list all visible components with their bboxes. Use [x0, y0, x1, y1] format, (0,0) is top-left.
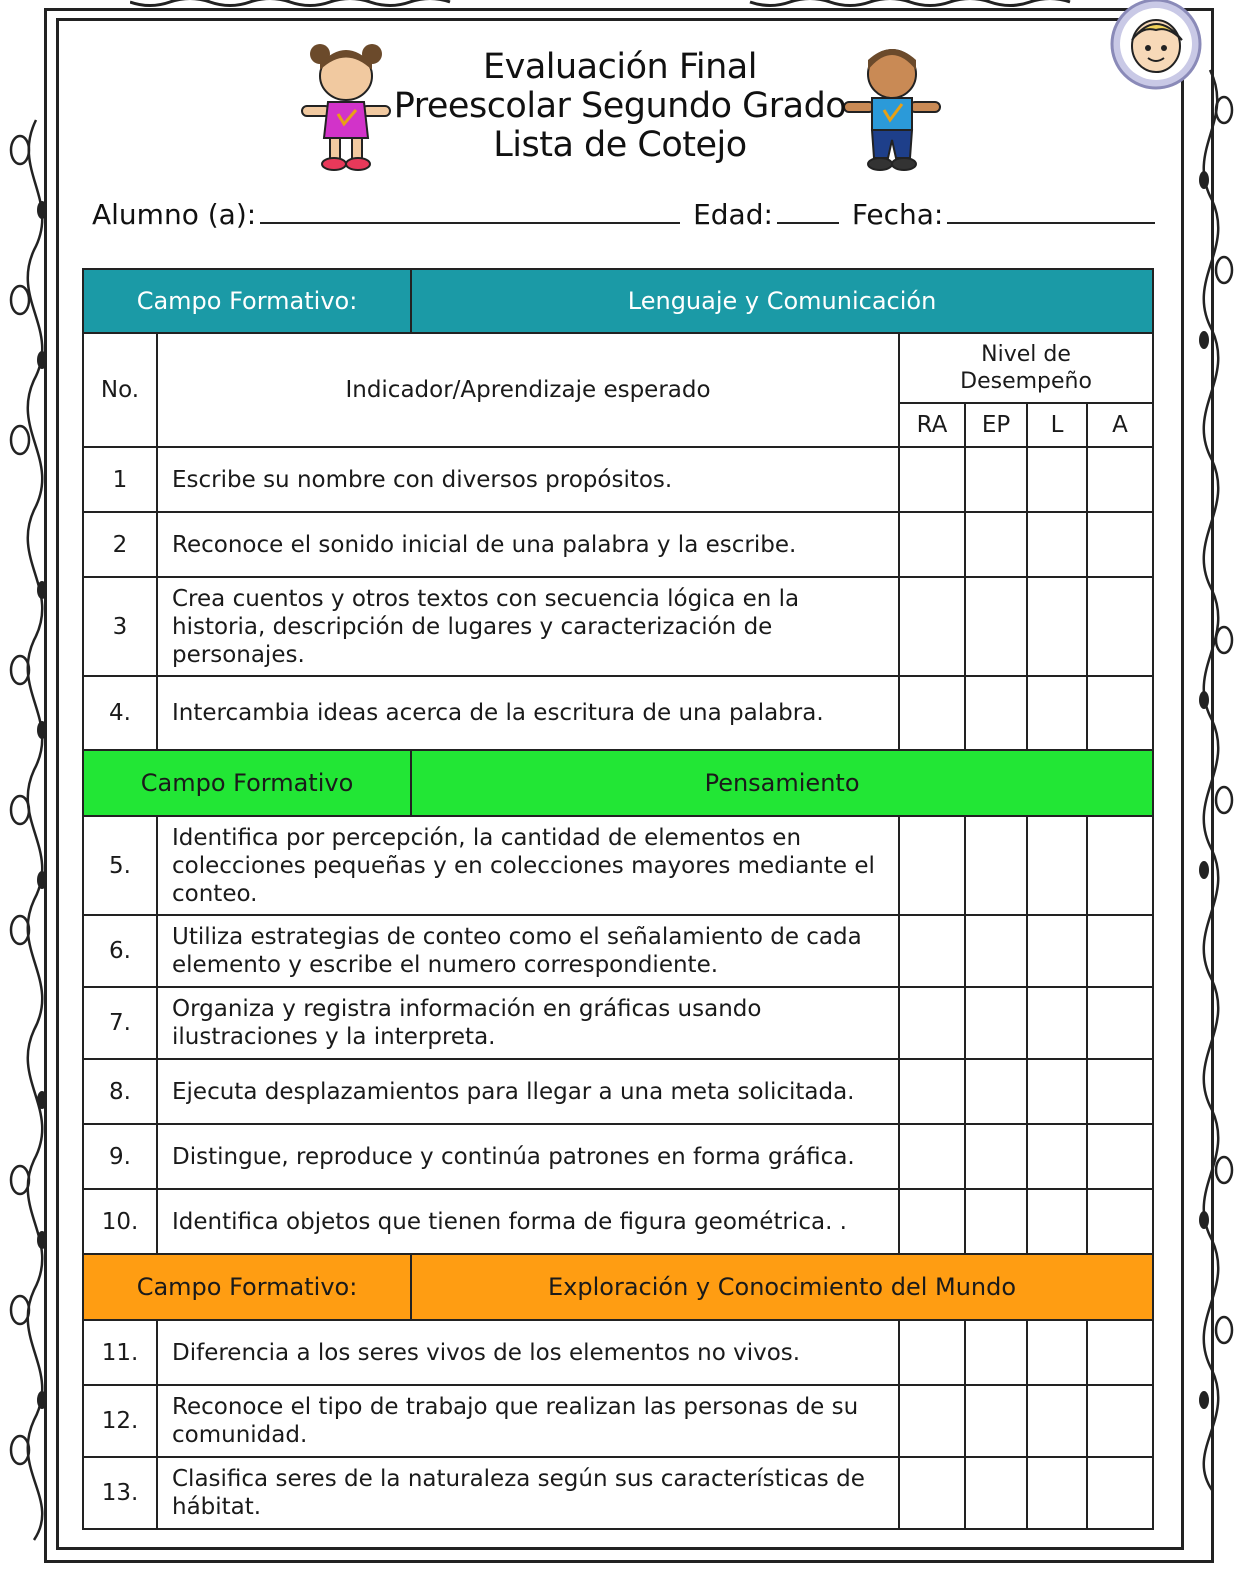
author-badge-logo: [1106, 0, 1206, 92]
title-line-3: Lista de Cotejo: [493, 125, 747, 165]
check-cell-ra[interactable]: [899, 577, 965, 676]
row-number: 1: [83, 447, 157, 512]
check-cell-a[interactable]: [1087, 577, 1153, 676]
check-cell-l[interactable]: [1027, 816, 1087, 915]
row-indicator: Ejecuta desplazamientos para llegar a una meta solicitada.: [157, 1059, 899, 1124]
table-row: [83, 1189, 1153, 1254]
check-cell-ep[interactable]: [965, 676, 1027, 750]
check-cell-a[interactable]: [1087, 676, 1153, 750]
check-cell-a[interactable]: [1087, 1189, 1153, 1254]
table-row: [83, 676, 1153, 750]
check-cell-a[interactable]: [1087, 512, 1153, 577]
col-level-text: Nivel de Desempeño: [960, 342, 1092, 394]
table-row: [83, 577, 1153, 676]
row-number: 6.: [83, 915, 157, 987]
check-cell-ra[interactable]: [899, 1059, 965, 1124]
table-row: [83, 1059, 1153, 1124]
check-cell-l[interactable]: [1027, 676, 1087, 750]
check-cell-ep[interactable]: [965, 1457, 1027, 1529]
row-indicator: Organiza y registra información en gráficas usando ilustraciones y la interpreta.: [157, 987, 899, 1059]
fecha-label: Fecha:: [851, 198, 944, 231]
check-cell-ep[interactable]: [965, 1385, 1027, 1457]
vine-doodle-left: [6, 110, 56, 1550]
row-indicator: Clasifica seres de la naturaleza según sus características de hábitat.: [157, 1457, 899, 1529]
row-number: 8.: [83, 1059, 157, 1124]
checklist-table: [82, 268, 1154, 1530]
alumno-blank-field[interactable]: [260, 200, 680, 224]
check-cell-l[interactable]: [1027, 1124, 1087, 1189]
row-indicator: Diferencia a los seres vivos de los elementos no vivos.: [157, 1320, 899, 1385]
row-number: 3: [83, 577, 157, 676]
check-cell-l[interactable]: [1027, 987, 1087, 1059]
row-number: 9.: [83, 1124, 157, 1189]
check-cell-l[interactable]: [1027, 1457, 1087, 1529]
row-indicator: Escribe su nombre con diversos propósitos.: [157, 447, 899, 512]
title-line-2: Preescolar Segundo Grado: [393, 86, 847, 126]
check-cell-a[interactable]: [1087, 447, 1153, 512]
row-number: 12.: [83, 1385, 157, 1457]
section-name: Pensamiento: [411, 750, 1153, 816]
row-number: 13.: [83, 1457, 157, 1529]
section-name: Lenguaje y Comunicación: [411, 269, 1153, 333]
level-a-header: A: [1087, 403, 1153, 447]
check-cell-a[interactable]: [1087, 816, 1153, 915]
check-cell-l[interactable]: [1027, 447, 1087, 512]
check-cell-l[interactable]: [1027, 1385, 1087, 1457]
check-cell-ra[interactable]: [899, 1320, 965, 1385]
row-number: 5.: [83, 816, 157, 915]
check-cell-a[interactable]: [1087, 1059, 1153, 1124]
check-cell-l[interactable]: [1027, 915, 1087, 987]
check-cell-ra[interactable]: [899, 987, 965, 1059]
section-header-exploracion: [83, 1254, 1153, 1320]
check-cell-a[interactable]: [1087, 1124, 1153, 1189]
row-indicator: Utiliza estrategias de conteo como el señalamiento de cada elemento y escribe el numero correspondiente.: [157, 915, 899, 987]
table-row: [83, 1385, 1153, 1457]
check-cell-ep[interactable]: [965, 447, 1027, 512]
table-row: [83, 915, 1153, 987]
section-label: Campo Formativo:: [83, 1254, 411, 1320]
section-header-pensamiento: [83, 750, 1153, 816]
check-cell-ep[interactable]: [965, 1059, 1027, 1124]
check-cell-ra[interactable]: [899, 1457, 965, 1529]
check-cell-a[interactable]: [1087, 987, 1153, 1059]
row-number: 7.: [83, 987, 157, 1059]
row-indicator: Distingue, reproduce y continúa patrones en forma gráfica.: [157, 1124, 899, 1189]
row-indicator: Reconoce el sonido inicial de una palabra y la escribe.: [157, 512, 899, 577]
title-line-1: Evaluación Final: [483, 47, 757, 87]
section-name: Exploración y Conocimiento del Mundo: [411, 1254, 1153, 1320]
alumno-label: Alumno (a):: [92, 198, 257, 231]
check-cell-ep[interactable]: [965, 915, 1027, 987]
level-ep-header: EP: [965, 403, 1027, 447]
row-indicator: Identifica objetos que tienen forma de figura geométrica. .: [157, 1189, 899, 1254]
vine-doodle-right: [1190, 60, 1238, 1500]
col-indicator-header: Indicador/Aprendizaje esperado: [157, 333, 899, 447]
check-cell-l[interactable]: [1027, 512, 1087, 577]
row-indicator: Identifica por percepción, la cantidad de elementos en colecciones pequeñas y en colecciones mayores mediante el conteo.: [157, 816, 899, 915]
check-cell-ep[interactable]: [965, 1189, 1027, 1254]
check-cell-l[interactable]: [1027, 1059, 1087, 1124]
table-row: [83, 1320, 1153, 1385]
section-header-lenguaje: [83, 269, 1153, 333]
row-number: 2: [83, 512, 157, 577]
table-row: [83, 447, 1153, 512]
check-cell-l[interactable]: [1027, 577, 1087, 676]
fecha-blank-field[interactable]: [947, 200, 1155, 224]
level-l-header: L: [1027, 403, 1087, 447]
check-cell-l[interactable]: [1027, 1320, 1087, 1385]
column-header-row: [83, 333, 1153, 403]
check-cell-a[interactable]: [1087, 1385, 1153, 1457]
table-row: [83, 1457, 1153, 1529]
row-indicator: Intercambia ideas acerca de la escritura de una palabra.: [157, 676, 899, 750]
document-title: [380, 48, 860, 165]
check-cell-ra[interactable]: [899, 447, 965, 512]
table-row: [83, 816, 1153, 915]
check-cell-ep[interactable]: [965, 1320, 1027, 1385]
check-cell-ra[interactable]: [899, 915, 965, 987]
section-label: Campo Formativo:: [83, 269, 411, 333]
check-cell-ep[interactable]: [965, 987, 1027, 1059]
col-no-header: No.: [83, 333, 157, 447]
col-level-header: [899, 333, 1153, 403]
check-cell-ra[interactable]: [899, 1189, 965, 1254]
check-cell-a[interactable]: [1087, 1457, 1153, 1529]
check-cell-ep[interactable]: [965, 1124, 1027, 1189]
edad-blank-field[interactable]: [777, 200, 839, 224]
check-cell-a[interactable]: [1087, 915, 1153, 987]
check-cell-ep[interactable]: [965, 577, 1027, 676]
check-cell-ra[interactable]: [899, 816, 965, 915]
row-number: 4.: [83, 676, 157, 750]
check-cell-ra[interactable]: [899, 676, 965, 750]
student-info-line: [92, 198, 1152, 231]
row-number: 11.: [83, 1320, 157, 1385]
section-label: Campo Formativo: [83, 750, 411, 816]
row-indicator: Reconoce el tipo de trabajo que realizan las personas de su comunidad.: [157, 1385, 899, 1457]
check-cell-ep[interactable]: [965, 816, 1027, 915]
row-indicator: Crea cuentos y otros textos con secuencia lógica en la historia, descripción de lugares y caracterización de personajes.: [157, 577, 899, 676]
table-row: [83, 1124, 1153, 1189]
check-cell-l[interactable]: [1027, 1189, 1087, 1254]
row-number: 10.: [83, 1189, 157, 1254]
top-scribble-border: [130, 0, 1090, 10]
level-ra-header: RA: [899, 403, 965, 447]
girl-illustration: [298, 40, 393, 172]
table-row: [83, 987, 1153, 1059]
check-cell-ra[interactable]: [899, 1385, 965, 1457]
check-cell-a[interactable]: [1087, 1320, 1153, 1385]
check-cell-ep[interactable]: [965, 512, 1027, 577]
table-row: [83, 512, 1153, 577]
check-cell-ra[interactable]: [899, 1124, 965, 1189]
edad-label: Edad:: [693, 198, 773, 231]
check-cell-ra[interactable]: [899, 512, 965, 577]
